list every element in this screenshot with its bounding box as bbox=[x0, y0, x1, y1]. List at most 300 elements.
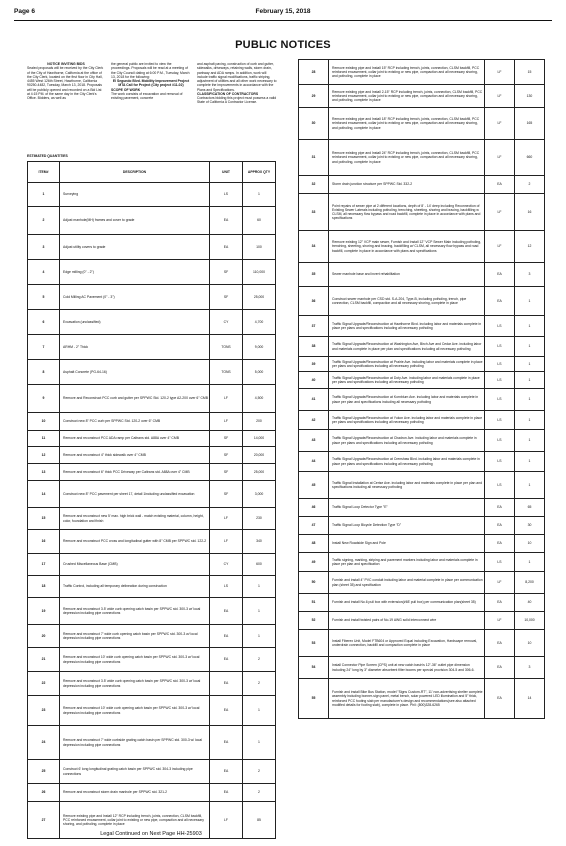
item-number: 53 bbox=[299, 630, 329, 657]
item-description: Remove and reconstruct PCC cross and longitudinal gutter with 8" CMB per SPPWC std. 122-2 bbox=[60, 530, 210, 554]
item-description: Remove existing pipe and Install 18" RCP including trench, joints, connection, CLSM backfill, PCC reinforced encasement, collar joint to existing or new pipe, compaction and all necessary shoring, and potholing, complete in place bbox=[329, 108, 485, 140]
item-number: 31 bbox=[299, 140, 329, 176]
unit-column-header: UNIT bbox=[210, 162, 243, 183]
table-row bbox=[299, 553, 545, 572]
qty-column-header: APPROX QTY bbox=[243, 162, 276, 183]
table-row bbox=[28, 530, 276, 554]
item-unit: LF bbox=[485, 108, 515, 140]
table-row bbox=[28, 385, 276, 413]
table-row bbox=[28, 260, 276, 285]
item-quantity: 25,000 bbox=[243, 464, 276, 481]
table-row bbox=[28, 508, 276, 530]
item-quantity: 1 bbox=[515, 287, 545, 316]
item-unit: LF bbox=[485, 612, 515, 630]
item-number: 6 bbox=[28, 310, 60, 335]
table-row bbox=[299, 231, 545, 263]
item-description: Install Connector Pipe Screen (CPS) unit at new catch basin's 12"-36" outlet pipe dimension including 24" long by 3" diameter absorbent filter booms per special provision 304-5 and 306-6. bbox=[329, 657, 485, 679]
item-quantity: 1 bbox=[515, 452, 545, 472]
item-number: 2 bbox=[28, 207, 60, 235]
item-number: 34 bbox=[299, 231, 329, 263]
estimated-quantities-label: ESTIMATED QUANTITIES bbox=[27, 154, 68, 158]
item-number: 46 bbox=[299, 499, 329, 517]
item-unit: SF bbox=[210, 285, 243, 310]
item-unit: LF bbox=[485, 85, 515, 108]
item-quantity: 3,000 bbox=[243, 481, 276, 508]
item-quantity: 100 bbox=[243, 235, 276, 260]
item-description: Remove and reconstruct 6" thick PCC Driveway per Caltrans std. A88A over 4" CMB bbox=[60, 464, 210, 481]
item-unit: EA bbox=[485, 630, 515, 657]
item-description: Remove and reconstruct 3.5' wide curb opening catch basin per SPPWC std. 300-3 w/ local depression including pipe connections bbox=[60, 598, 210, 625]
item-unit: LS bbox=[485, 372, 515, 389]
item-description: Construct new 8" PCC curb per SPPWC Std. 120-2 over 6" CMB bbox=[60, 413, 210, 431]
table-row bbox=[299, 357, 545, 372]
table-row bbox=[299, 430, 545, 452]
item-unit: LS bbox=[485, 553, 515, 572]
classification-text: Contractors bidding this project must possess a valid State of California A Contractor License. bbox=[197, 96, 277, 105]
item-quantity: 16 bbox=[515, 194, 545, 231]
table-row bbox=[28, 310, 276, 335]
issue-date: February 15, 2018 bbox=[255, 8, 311, 15]
item-quantity: 65 bbox=[515, 499, 545, 517]
item-unit: EA bbox=[485, 679, 515, 719]
item-description: Traffic Control, including all temporary delineation during construction bbox=[60, 576, 210, 598]
item-quantity: 1 bbox=[515, 430, 545, 452]
quantities-table-right bbox=[298, 59, 545, 719]
item-quantity: 1 bbox=[515, 316, 545, 337]
item-description: Cold Milling AC Pavement (0" - 3") bbox=[60, 285, 210, 310]
item-quantity: 230 bbox=[243, 508, 276, 530]
table-row bbox=[28, 784, 276, 802]
page-number: Page 6 bbox=[14, 8, 35, 15]
item-description: Traffic Signal Upgrade/Reconstruction at Chadron Ave. including labor and materials complete in place per plans and specifications including all necessary potholing bbox=[329, 430, 485, 452]
item-number: 45 bbox=[299, 472, 329, 499]
item-description: Install Fiberex Unit, Model FTB604 or Approved Equal including Excavation, Hardscape removal, underdrain connection, backfill and compaction complete in place bbox=[329, 630, 485, 657]
item-quantity: 2 bbox=[243, 648, 276, 672]
table-row bbox=[299, 140, 545, 176]
item-quantity: 1 bbox=[515, 372, 545, 389]
item-number: 15 bbox=[28, 508, 60, 530]
item-quantity: 2 bbox=[243, 672, 276, 696]
item-description: Adjust manhole(MH) frames and cover to grade bbox=[60, 207, 210, 235]
item-quantity: 15 bbox=[515, 60, 545, 85]
item-unit: EA bbox=[485, 176, 515, 194]
item-quantity: 4,500 bbox=[243, 385, 276, 413]
item-unit: SF bbox=[210, 431, 243, 447]
page-header bbox=[14, 8, 552, 20]
table-row bbox=[299, 316, 545, 337]
item-unit: EA bbox=[485, 287, 515, 316]
item-number: 33 bbox=[299, 194, 329, 231]
item-unit: LF bbox=[210, 508, 243, 530]
item-description: Remove existing pipe and Install 24" RCP including trench, joints, connection, CLSM backfill, PCC reinforced encasement, collar joint to existing or new pipe, compaction and all necessary shoring, and potholing, complete in place bbox=[329, 140, 485, 176]
item-quantity: 9,000 bbox=[243, 335, 276, 360]
item-number: 49 bbox=[299, 553, 329, 572]
item-description: Furnish and install twisted pairs of No.19 AWG solid interconnect wire bbox=[329, 612, 485, 630]
item-description: Traffic Signal Upgrade/Reconstruction at Prairie Ave. including labor and materials complete in place per plans and specifications including all necessary potholing bbox=[329, 357, 485, 372]
item-quantity: 40 bbox=[515, 594, 545, 612]
item-description: Remove and Reconstruct PCC curb and gutter per SPPWC Std. 120-2 type A2-200 over 6" CMB bbox=[60, 385, 210, 413]
item-quantity: 25,000 bbox=[243, 285, 276, 310]
table-row bbox=[28, 576, 276, 598]
item-description: Construct sewer manhole per CSD std. S-A-204, Type-B, including potholing, trench, pipe connection, CLSM backfill, compaction and all necessary shoring, complete in place bbox=[329, 287, 485, 316]
table-row bbox=[299, 287, 545, 316]
item-quantity: 5,000 bbox=[243, 360, 276, 385]
item-unit: EA bbox=[210, 696, 243, 726]
table-row bbox=[299, 176, 545, 194]
item-unit: LS bbox=[485, 337, 515, 357]
item-description: Traffic Signal Loop Bicycle Detection Type "D" bbox=[329, 517, 485, 535]
item-number: 25 bbox=[28, 760, 60, 784]
item-description: Crushed Miscellaneous Base (CMB) bbox=[60, 554, 210, 576]
item-unit: LF bbox=[485, 194, 515, 231]
item-description: Sewer manhole base and invert rehabilitation bbox=[329, 263, 485, 287]
item-unit: EA bbox=[210, 648, 243, 672]
item-unit: LS bbox=[210, 576, 243, 598]
table-header-row bbox=[28, 162, 276, 183]
item-unit: EA bbox=[210, 784, 243, 802]
table-row bbox=[28, 207, 276, 235]
item-quantity: 1 bbox=[515, 553, 545, 572]
table-row bbox=[299, 194, 545, 231]
item-unit: LF bbox=[210, 802, 243, 839]
item-number: 19 bbox=[28, 598, 60, 625]
item-number: 41 bbox=[299, 389, 329, 411]
table-row bbox=[299, 499, 545, 517]
item-quantity: 2 bbox=[243, 784, 276, 802]
item-unit: TONS bbox=[210, 360, 243, 385]
item-description: Point repairs of sewer pipe at 2 different locations, depth of 8' - 14' deep including Reconnection of Existing Sewer Laterals including potholing, trenching, sheeting, shoring and bracing, backfilling w CLSM, all necessary flow bypass and road backfill, complete in place in accordance with plans and specifications bbox=[329, 194, 485, 231]
item-unit: EA bbox=[210, 207, 243, 235]
item-number: 24 bbox=[28, 726, 60, 760]
item-unit: LF bbox=[210, 413, 243, 431]
item-number: 52 bbox=[299, 612, 329, 630]
item-unit: EA bbox=[210, 625, 243, 648]
item-description: Furnish and install No.6 pull box with extension(#6E pull box) per communication plan(sheet 35) bbox=[329, 594, 485, 612]
table-row bbox=[28, 760, 276, 784]
item-quantity: 85 bbox=[243, 802, 276, 839]
item-unit: TONS bbox=[210, 335, 243, 360]
item-number: 16 bbox=[28, 530, 60, 554]
item-description: Furnish and install Bike Bus Station, model "Signs Custom-RT", 11' non-advertising shelter complete assembly including bonner-sign panel, metal bench, solar powered LED illumination and 5" thick, reinforced PCC footing slab per manufacturer's design and recommendations(see also attached modified details for footing slab), complete in place. Phil: (800)328-6265 bbox=[329, 679, 485, 719]
item-description: Edge milling (0" - 2") bbox=[60, 260, 210, 285]
table-row bbox=[28, 554, 276, 576]
table-row bbox=[299, 535, 545, 553]
item-description: Remove existing pipe and Install 15" RCP including trench, joints, connection, CLSM backfill, PCC reinforced encasement, collar joint to existing or new pipe, compaction and all necessary shoring, and potholing, complete in place bbox=[329, 60, 485, 85]
table-row bbox=[299, 630, 545, 657]
item-unit: CY bbox=[210, 310, 243, 335]
item-quantity: 130 bbox=[515, 85, 545, 108]
item-description: Remove and reconstruct 7' wide curbside grating catch basin per SPPWC std. 300-3 w/ local depression including pipe connections bbox=[60, 726, 210, 760]
item-quantity: 1 bbox=[243, 183, 276, 207]
item-number: 21 bbox=[28, 648, 60, 672]
table-row bbox=[28, 598, 276, 625]
item-number: 32 bbox=[299, 176, 329, 194]
item-number: 7 bbox=[28, 335, 60, 360]
item-number: 9 bbox=[28, 385, 60, 413]
item-description: Remove and reconstruct PCC ADA ramp per Caltrans std. A88A over 4" CMB bbox=[60, 431, 210, 447]
notice-text-2: the general public are invited to view the proceedings. Proposals will be read at a meeting of the City Council dating at 6:00 P.M., Tuesday, March 13, 2018 for the following: bbox=[111, 62, 190, 79]
item-quantity: 14,000 bbox=[243, 431, 276, 447]
item-quantity: 1 bbox=[243, 625, 276, 648]
item-quantity: 200 bbox=[243, 413, 276, 431]
item-description: Remove existing pipe and Install 2-15" RCP including trench, joints, connection, CLSM backfill, PCC reinforced encasement, collar joint to existing or new pipe, compaction and all necessary shoring, and potholing, complete in place bbox=[329, 85, 485, 108]
item-number: 50 bbox=[299, 572, 329, 594]
item-description: Remove and reconstruct 4" thick sidewalk over 4" CMB bbox=[60, 447, 210, 464]
item-unit: LS bbox=[210, 183, 243, 207]
item-number: 42 bbox=[299, 411, 329, 430]
item-number: 36 bbox=[299, 287, 329, 316]
item-number: 54 bbox=[299, 657, 329, 679]
table-row bbox=[299, 517, 545, 535]
item-quantity: 8,200 bbox=[515, 572, 545, 594]
item-description: Remove and reconstruct new 5' max. high brick wall - match existing material, column, height, color, foundation and finish bbox=[60, 508, 210, 530]
scope-text: The work consists of excavation and removal of existing pavement, concrete bbox=[111, 91, 183, 100]
item-quantity: 1 bbox=[515, 472, 545, 499]
item-unit: EA bbox=[485, 594, 515, 612]
item-quantity: 10,000 bbox=[515, 612, 545, 630]
item-unit: EA bbox=[210, 598, 243, 625]
item-description: Traffic Signal Upgrade/Reconstruction at Hawthorne Blvd. including labor and materials complete in place per plans and specifications including all necessary potholing bbox=[329, 316, 485, 337]
project-name: El Segundo Blvd. Mobility Improvement Project MTA Call for Project (City project #11-02) bbox=[112, 79, 190, 88]
item-number: 12 bbox=[28, 447, 60, 464]
item-description: Traffic Signal Upgrade/Reconstruction at Doty Ave. including labor and materials complete in place per plans and specifications including all necessary potholing bbox=[329, 372, 485, 389]
item-quantity: 60 bbox=[243, 207, 276, 235]
table-row bbox=[299, 108, 545, 140]
item-description: Remove and reconstruct 7' wide curb opening catch basin per SPPWC std. 300-3 w/ local depression including pipe connections bbox=[60, 625, 210, 648]
table-row bbox=[299, 337, 545, 357]
table-row bbox=[28, 183, 276, 207]
table-row bbox=[299, 411, 545, 430]
item-unit: LF bbox=[210, 385, 243, 413]
item-description: Traffic Signal Installation at Cerise Ave. including labor and materials complete in place per plan and specifications including all necessary potholing bbox=[329, 472, 485, 499]
item-description: Adjust utility covers to grade bbox=[60, 235, 210, 260]
table-row bbox=[28, 413, 276, 431]
item-description: Storm drain junction structure per SPPWC Std. 332-2 bbox=[329, 176, 485, 194]
item-description: Furnish and install 4" PVC conduit including labor and material complete in place per communication plan (sheet 35) and specification bbox=[329, 572, 485, 594]
table-row bbox=[28, 335, 276, 360]
item-number: 13 bbox=[28, 464, 60, 481]
item-unit: LS bbox=[485, 430, 515, 452]
item-description: Traffic Signal Loop Detector Type "E" bbox=[329, 499, 485, 517]
item-unit: CY bbox=[210, 554, 243, 576]
item-description: Install New Roadside Sign and Pole bbox=[329, 535, 485, 553]
quantities-table-left bbox=[27, 161, 276, 839]
item-quantity: 14 bbox=[515, 679, 545, 719]
item-number: 5 bbox=[28, 285, 60, 310]
item-number: 40 bbox=[299, 372, 329, 389]
table-row bbox=[28, 648, 276, 672]
item-description: Construct new 8" PCC pavement per sheet 17, detail 1including unclassified excavation bbox=[60, 481, 210, 508]
item-number: 47 bbox=[299, 517, 329, 535]
item-unit: EA bbox=[485, 657, 515, 679]
item-description: Surveying bbox=[60, 183, 210, 207]
item-number: 55 bbox=[299, 679, 329, 719]
item-quantity: 1 bbox=[515, 357, 545, 372]
item-unit: LF bbox=[485, 231, 515, 263]
table-row bbox=[28, 696, 276, 726]
table-row bbox=[28, 447, 276, 464]
item-number: 35 bbox=[299, 263, 329, 287]
item-unit: LS bbox=[485, 357, 515, 372]
item-number: 29 bbox=[299, 85, 329, 108]
item-unit: EA bbox=[485, 263, 515, 287]
header-rule bbox=[14, 20, 552, 21]
item-number: 10 bbox=[28, 413, 60, 431]
table-row bbox=[28, 726, 276, 760]
table-row bbox=[299, 372, 545, 389]
intro-column-3 bbox=[197, 62, 277, 105]
item-description: Traffic Signal Upgrade/Reconstruction at Yukon Ave. including labor and materials complete in place per plans and specifications including all necessary potholing bbox=[329, 411, 485, 430]
item-quantity: 20,000 bbox=[243, 447, 276, 464]
item-column-header: ITEM# bbox=[28, 162, 60, 183]
item-quantity: 600 bbox=[243, 554, 276, 576]
item-quantity: 110,000 bbox=[243, 260, 276, 285]
item-number: 18 bbox=[28, 576, 60, 598]
item-quantity: 2 bbox=[515, 176, 545, 194]
item-description: Asphalt Concrete (PG-64-16) bbox=[60, 360, 210, 385]
description-column-header: DESCRIPTION bbox=[60, 162, 210, 183]
item-number: 43 bbox=[299, 430, 329, 452]
item-unit: EA bbox=[485, 517, 515, 535]
item-description: Excavation (unclassified) bbox=[60, 310, 210, 335]
item-quantity: 2 bbox=[243, 760, 276, 784]
item-description: Remove existing 12" VCP main sewer, Furnish and Install 12" VCP Sewer Main including potholing, trenching, sheeting, shoring and bracing, backfilling w/ CLSM, all necessary flow bypass and road backfill, complete in place in accordance with plans and specifications bbox=[329, 231, 485, 263]
item-description: Traffic Signal Upgrade/Reconstruction at Crenshaw Blvd. including labor and materials complete in place per plans and specifications including all necessary potholing bbox=[329, 452, 485, 472]
table-row bbox=[28, 431, 276, 447]
item-number: 23 bbox=[28, 696, 60, 726]
item-description: Remove and reconstruct 10' wide curb opening catch basin per SPPWC std. 300-3 w/ local depression including pipe connections bbox=[60, 696, 210, 726]
table-row bbox=[299, 60, 545, 85]
item-unit: SF bbox=[210, 260, 243, 285]
item-number: 22 bbox=[28, 672, 60, 696]
table-row bbox=[299, 389, 545, 411]
item-unit: EA bbox=[210, 672, 243, 696]
item-quantity: 660 bbox=[515, 140, 545, 176]
item-quantity: 1 bbox=[243, 598, 276, 625]
table-row bbox=[28, 285, 276, 310]
item-quantity: 1 bbox=[515, 389, 545, 411]
table-row bbox=[299, 594, 545, 612]
item-number: 39 bbox=[299, 357, 329, 372]
notice-text: Sealed proposals will be received by the City Clerk of the City of Hawthorne, California at the office of the City Clerk, located on the first floor in City Hall, 4455 West 126th Street, Hawthorne, California 90250-4482, Tuesday, March 13, 2018. Proposals will be publicly opened and recorded on a Bid List at 4:15 PM. of the same day in the City Clerk's Office. Bidders, as well as bbox=[27, 66, 104, 100]
item-description: Traffic Signal Upgrade/Reconstruction at Kornblum Ave. including labor and materials complete in place per plan and specifications including all necessary potholing bbox=[329, 389, 485, 411]
item-quantity: 340 bbox=[243, 530, 276, 554]
table-row bbox=[28, 464, 276, 481]
table-row bbox=[299, 679, 545, 719]
item-unit: LS bbox=[485, 316, 515, 337]
item-quantity: 1 bbox=[243, 726, 276, 760]
table-row bbox=[299, 263, 545, 287]
item-unit: LS bbox=[485, 452, 515, 472]
item-unit: LF bbox=[485, 140, 515, 176]
table-row bbox=[28, 672, 276, 696]
item-unit: EA bbox=[210, 760, 243, 784]
item-number: 37 bbox=[299, 316, 329, 337]
item-quantity: 12 bbox=[515, 231, 545, 263]
item-quantity: 30 bbox=[515, 517, 545, 535]
classification-heading: CLASSIFICATION OF CONTRACTORS bbox=[197, 91, 259, 96]
item-description: Remove and reconstruct 3.5' wide curb opening catch basin per SPPWC std. 300-3 w/ local depression including pipe connections bbox=[60, 672, 210, 696]
item-unit: SF bbox=[210, 481, 243, 508]
item-unit: LF bbox=[210, 530, 243, 554]
table-row bbox=[28, 235, 276, 260]
intro-column-2 bbox=[111, 62, 191, 100]
notice-intro bbox=[27, 62, 276, 150]
item-unit: LF bbox=[485, 572, 515, 594]
item-description: Remove and reconstruct storm drain manhole per SPPWC std. 321-2 bbox=[60, 784, 210, 802]
item-quantity: 1 bbox=[243, 696, 276, 726]
item-quantity: 10 bbox=[515, 630, 545, 657]
table-row bbox=[299, 572, 545, 594]
item-quantity: 4,700 bbox=[243, 310, 276, 335]
table-row bbox=[299, 85, 545, 108]
item-number: 48 bbox=[299, 535, 329, 553]
intro-column-1 bbox=[27, 62, 105, 100]
table-row bbox=[28, 625, 276, 648]
item-unit: EA bbox=[210, 726, 243, 760]
table-row bbox=[28, 481, 276, 508]
item-unit: LS bbox=[485, 411, 515, 430]
item-number: 11 bbox=[28, 431, 60, 447]
item-number: 26 bbox=[28, 784, 60, 802]
item-description: Construct 6' long longitudinal grating catch basin per SPPWC std. 304-3 including pipe connections bbox=[60, 760, 210, 784]
item-number: 30 bbox=[299, 108, 329, 140]
item-number: 20 bbox=[28, 625, 60, 648]
item-number: 17 bbox=[28, 554, 60, 576]
item-description: ARHM - 2" Thick bbox=[60, 335, 210, 360]
table-row bbox=[299, 612, 545, 630]
table-row bbox=[299, 472, 545, 499]
item-description: Remove existing pipe and Install 12" RCP including trench, joints, connection, CLSM backfill, PCC reinforced encasement, collar joint to existing or new pipe, compaction and all necessary shoring, and potholing, complete in place bbox=[60, 802, 210, 839]
item-number: 27 bbox=[28, 802, 60, 839]
item-unit: LS bbox=[485, 472, 515, 499]
item-unit: LS bbox=[485, 389, 515, 411]
item-quantity: 165 bbox=[515, 108, 545, 140]
item-unit: LF bbox=[485, 60, 515, 85]
item-quantity: 1 bbox=[515, 411, 545, 430]
item-quantity: 3 bbox=[515, 263, 545, 287]
table-row bbox=[299, 452, 545, 472]
item-number: 51 bbox=[299, 594, 329, 612]
item-unit: SF bbox=[210, 464, 243, 481]
item-number: 28 bbox=[299, 60, 329, 85]
item-quantity: 1 bbox=[515, 337, 545, 357]
item-number: 38 bbox=[299, 337, 329, 357]
item-quantity: 3 bbox=[515, 657, 545, 679]
item-quantity: 10 bbox=[515, 535, 545, 553]
section-title: PUBLIC NOTICES bbox=[235, 39, 331, 51]
notice-heading: NOTICE INVITING BIDS bbox=[47, 62, 85, 66]
item-unit: EA bbox=[485, 535, 515, 553]
item-unit: SF bbox=[210, 447, 243, 464]
item-description: Traffic Signal Upgrade/Reconstruction at Washington Ave, Birch Ave and Cedar Ave. including labor and materials complete in place per plan and specifications including all necessary potholing bbox=[329, 337, 485, 357]
scope-heading: SCOPE OF WORK bbox=[111, 87, 141, 92]
item-number: 44 bbox=[299, 452, 329, 472]
continuation-note: Legal Continued on Next Page HH-25903 bbox=[100, 831, 202, 837]
scope-text-cont: and asphalt paving, construction of curb and gutter, sidewalks, driveways, retaining walls, storm drain, parkway and ADA ramps. In addition, work will include traffic signal modifications, traffic striping, adjustment of utilities and all other work necessary to complete the improvements in accordance with the Plans and Specifications. bbox=[197, 62, 277, 92]
item-number: 4 bbox=[28, 260, 60, 285]
item-description: Remove and reconstruct 10' wide curb opening catch basin per SPPWC std. 300-3 w/ local depression including pipe connections bbox=[60, 648, 210, 672]
item-number: 8 bbox=[28, 360, 60, 385]
item-description: Traffic signing, marking, striping and pavement markers including labor and materials complete in place per plan and specification bbox=[329, 553, 485, 572]
item-number: 14 bbox=[28, 481, 60, 508]
item-number: 1 bbox=[28, 183, 60, 207]
table-row bbox=[299, 657, 545, 679]
item-unit: EA bbox=[210, 235, 243, 260]
item-unit: EA bbox=[485, 499, 515, 517]
item-number: 3 bbox=[28, 235, 60, 260]
table-row bbox=[28, 360, 276, 385]
